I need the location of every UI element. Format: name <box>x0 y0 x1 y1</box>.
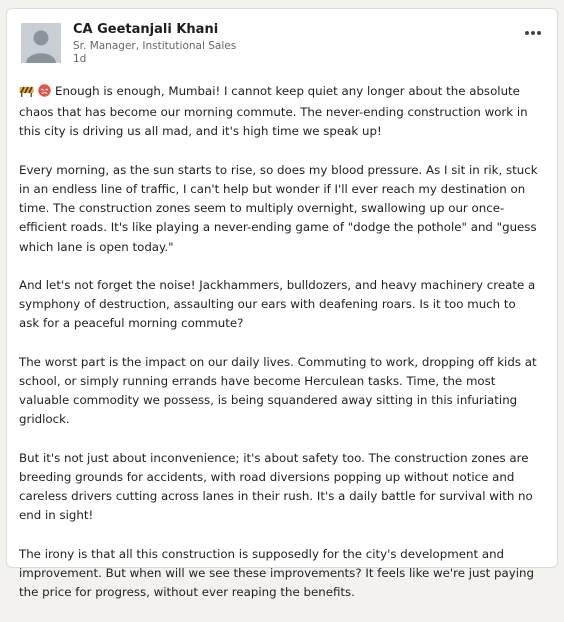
more-options-button[interactable] <box>521 25 545 41</box>
person-icon <box>21 23 61 63</box>
author-name[interactable]: CA Geetanjali Khani <box>73 22 219 37</box>
author-title: Sr. Manager, Institutional Sales <box>73 40 237 52</box>
author-avatar[interactable] <box>21 23 61 63</box>
post-body <box>19 82 539 622</box>
angry-face-icon <box>38 84 51 103</box>
post-paragraph-1 <box>19 82 539 142</box>
post-header <box>21 19 547 75</box>
construction-sign-icon <box>19 84 34 103</box>
post-paragraph-6: The irony is that all this construction is supposedly for the city's development and improvement. But when will we see these improvements? It feels like we're just paying the price for progress, without ever reaping the benefits. <box>19 546 534 600</box>
post-paragraph-5: But it's not just about inconvenience; it's about safety too. The construction zones are breeding grounds for accidents, with road diversions popping up without notice and careless drivers cutting across lanes in their rush. It's a daily battle for survival with no end in sight! <box>19 450 533 523</box>
post-paragraph-1-text: Enough is enough, Mumbai! I cannot keep quiet any longer about the absolute chaos that has become our morning commute. The never-ending construction work in this city is driving us all mad, and it's high time we speak up! <box>19 84 528 139</box>
author-info <box>73 21 236 66</box>
post-time: 1d <box>73 53 87 65</box>
post-card <box>6 8 558 600</box>
post-paragraph-2: Every morning, as the sun starts to rise, so does my blood pressure. As I sit in rik, stuck in an endless line of traffic, I can't help but wonder if I'll ever reach my destination on time. The construction zones seem to multiply overnight, swallowing up our once-efficient roads. It's like playing a never-ending game of "dodge the pothole" and "guess which lane is open today." <box>19 162 538 254</box>
post-paragraph-4: The worst part is the impact on our daily lives. Commuting to work, dropping off kids at school, or simply running errands have become Herculean tasks. Time, the most valuable commodity we possess, is being squandered away sitting in this infuriating gridlock. <box>19 354 537 427</box>
post-paragraph-3: And let's not forget the noise! Jackhammers, bulldozers, and heavy machinery create a symphony of destruction, assaulting our ears with deafening roars. Is it too much to ask for a peaceful morning commute? <box>19 278 536 331</box>
more-options-icon <box>524 30 542 36</box>
